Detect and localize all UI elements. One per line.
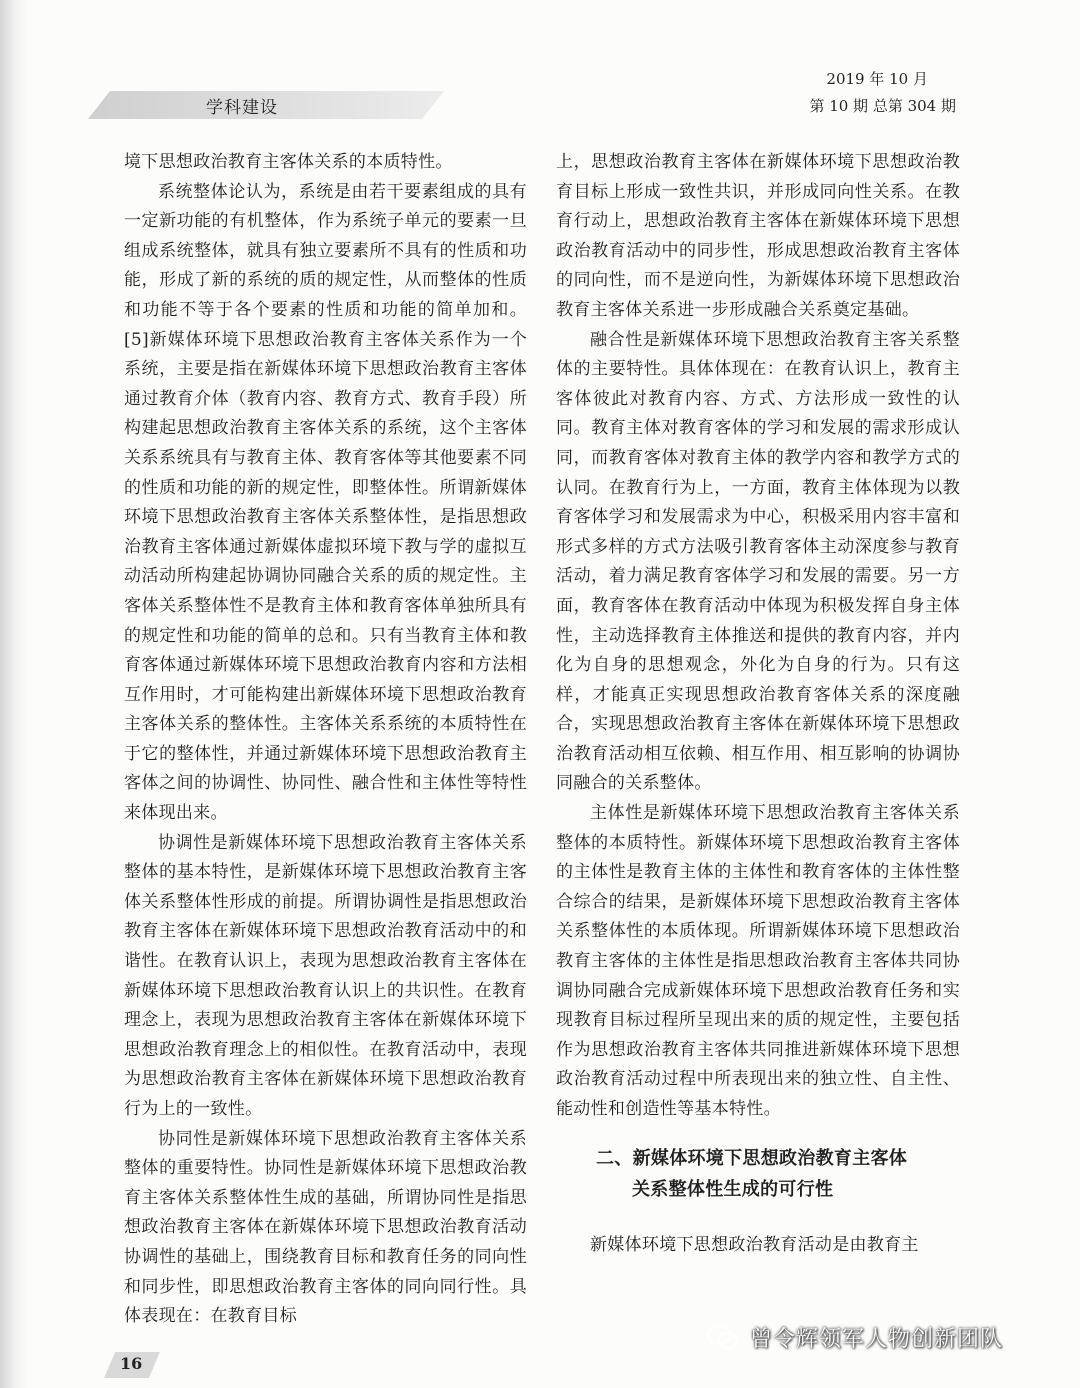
section-heading-line2: 关系整体性生成的可行性 (632, 1178, 834, 1200)
watermark-text: 曾令辉领军人物创新团队 (750, 1327, 1004, 1352)
paragraph: 融合性是新媒体环境下思想政治教育主客关系整体的主要特性。具体体现在：在教育认识上，教育主客体彼此对教育内容、方式、方法形成一致性的认同。教育主体对教育客体的学习和发展的需求形成认同，而教育客体对教育主体的教学内容和教学方式的认同。在教育行为上，一方面，教育主体体现为以教育客体学习和发展需求为中心，积极采用内容丰富和形式多样的方式方法吸引教育客体主动深度参与教育活动，着力满足教育客体学习和发展的需要。另一方面，教育客体在教育活动中体现为积极发挥自身主体性，主动选择教育主体推送和提供的教育内容，并内化为自身的思想观念，外化为自身的行为。只有这样，才能真正实现思想政治教育客体关系的深度融合，实现思想政治教育主客体在新媒体环境下思想政治教育活动相互依赖、相互作用、相互影响的协调协同融合的关系整体。 (556, 329, 960, 794)
section-heading-line1: 二、新媒体环境下思想政治教育主客体 (596, 1147, 908, 1169)
paragraph: 系统整体论认为，系统是由若干要素组成的具有一定新功能的有机整体，作为系统子单元的要素一旦组成系统整体，就具有独立要素所不具有的性质和功能，形成了新的系统的质的规定性，从而整体的性质和功能不等于各个要素的性质和功能的简单加和。[5]新媒体环境下思想政治教育主客体关系作为一个系统，主要是指在新媒体环境下思想政治教育主客体通过教育介体（教育内容、教育方式、教育手段）所构建起思想政治教育主客体关系的系统，这个主客体关系系统具有与教育主体、教育客体等其他要素不同的性质和功能的新的规定性，即整体性。所谓新媒体环境下思想政治教育主客体关系整体性，是指思想政治教育主客体通过新媒体虚拟环境下教与学的虚拟互动活动所构建起协调协同融合关系的质的规定性。主客体关系整体性不是教育主体和教育客体单独所具有的规定性和功能的简单的总和。只有当教育主体和教育客体通过新媒体环境下思想政治教育内容和方法相互作用时，才可能构建出新媒体环境下思想政治教育主客体关系的整体性。主客体关系系统的本质特性在于它的整体性，并通过新媒体环境下思想政治教育主客体之间的协调性、协同性、融合性和主体性等特性来体现出来。 (124, 181, 527, 824)
paragraph: 上，思想政治教育主客体在新媒体环境下思想政治教育目标上形成一致性共识，并形成同向性关系。在教育行动上，思想政治教育主客体在新媒体环境下思想政治教育活动中的同步性，形成思想政治教育主客体的同向性，而不是逆向性，为新媒体环境下思想政治教育主客体关系进一步形成融合关系奠定基础。 (556, 152, 960, 320)
section-title: 学科建设 (206, 98, 278, 118)
section-heading (556, 1143, 960, 1205)
right-column (556, 148, 960, 1260)
issue-date: 2019 年 10 月 (826, 70, 928, 88)
issue-number: 第 10 期 总第 304 期 (809, 97, 956, 115)
paragraph: 协同性是新媒体环境下思想政治教育主客体关系整体的重要特性。协同性是新媒体环境下思想政治教育主客体关系整体性生成的基础，所谓协同性是指思想政治教育主客体在新媒体环境下思想政治教育活动协调性的基础上，围绕教育目标和教育任务的同向性和同步性，即思想政治教育主客体的同向同行性。具体表现在：在教育目标 (124, 1128, 527, 1327)
paragraph: 主体性是新媒体环境下思想政治教育主客体关系整体的本质特性。新媒体环境下思想政治教育主客体的主体性是教育主体的主体性和教育客体的主体性整合综合的结果，是新媒体环境下思想政治教育主客体关系整体性的本质体现。所谓新媒体环境下思想政治教育主客体的主体性是指思想政治教育主客体共同协调协同融合完成新媒体环境下思想政治教育任务和实现教育目标过程所呈现出来的质的规定性，主要包括作为思想政治教育主客体共同推进新媒体环境下思想政治教育活动过程中所表现出来的独立性、自主性、能动性和创造性等基本特性。 (556, 803, 960, 1119)
paragraph: 新媒体环境下思想政治教育活动是由教育主 (590, 1234, 919, 1255)
wechat-icon (706, 1324, 740, 1352)
watermark (706, 1322, 1003, 1353)
paragraph: 境下思想政治教育主客体关系的本质特性。 (124, 152, 453, 172)
page-number: 16 (120, 1354, 143, 1373)
left-column (124, 148, 527, 1332)
paragraph: 协调性是新媒体环境下思想政治教育主客体关系整体的基本特性，是新媒体环境下思想政治教育主客体关系整体性形成的前提。所谓协调性是指思想政治教育主客体在新媒体环境下思想政治教育活动中的和谐性。在教育认识上，表现为思想政治教育主客体在新媒体环境下思想政治教育认识上的共识性。在教育理念上，表现为思想政治教育主客体在新媒体环境下思想政治教育理念上的相似性。在教育活动中，表现为思想政治教育主客体在新媒体环境下思想政治教育行为上的一致性。 (124, 832, 527, 1119)
